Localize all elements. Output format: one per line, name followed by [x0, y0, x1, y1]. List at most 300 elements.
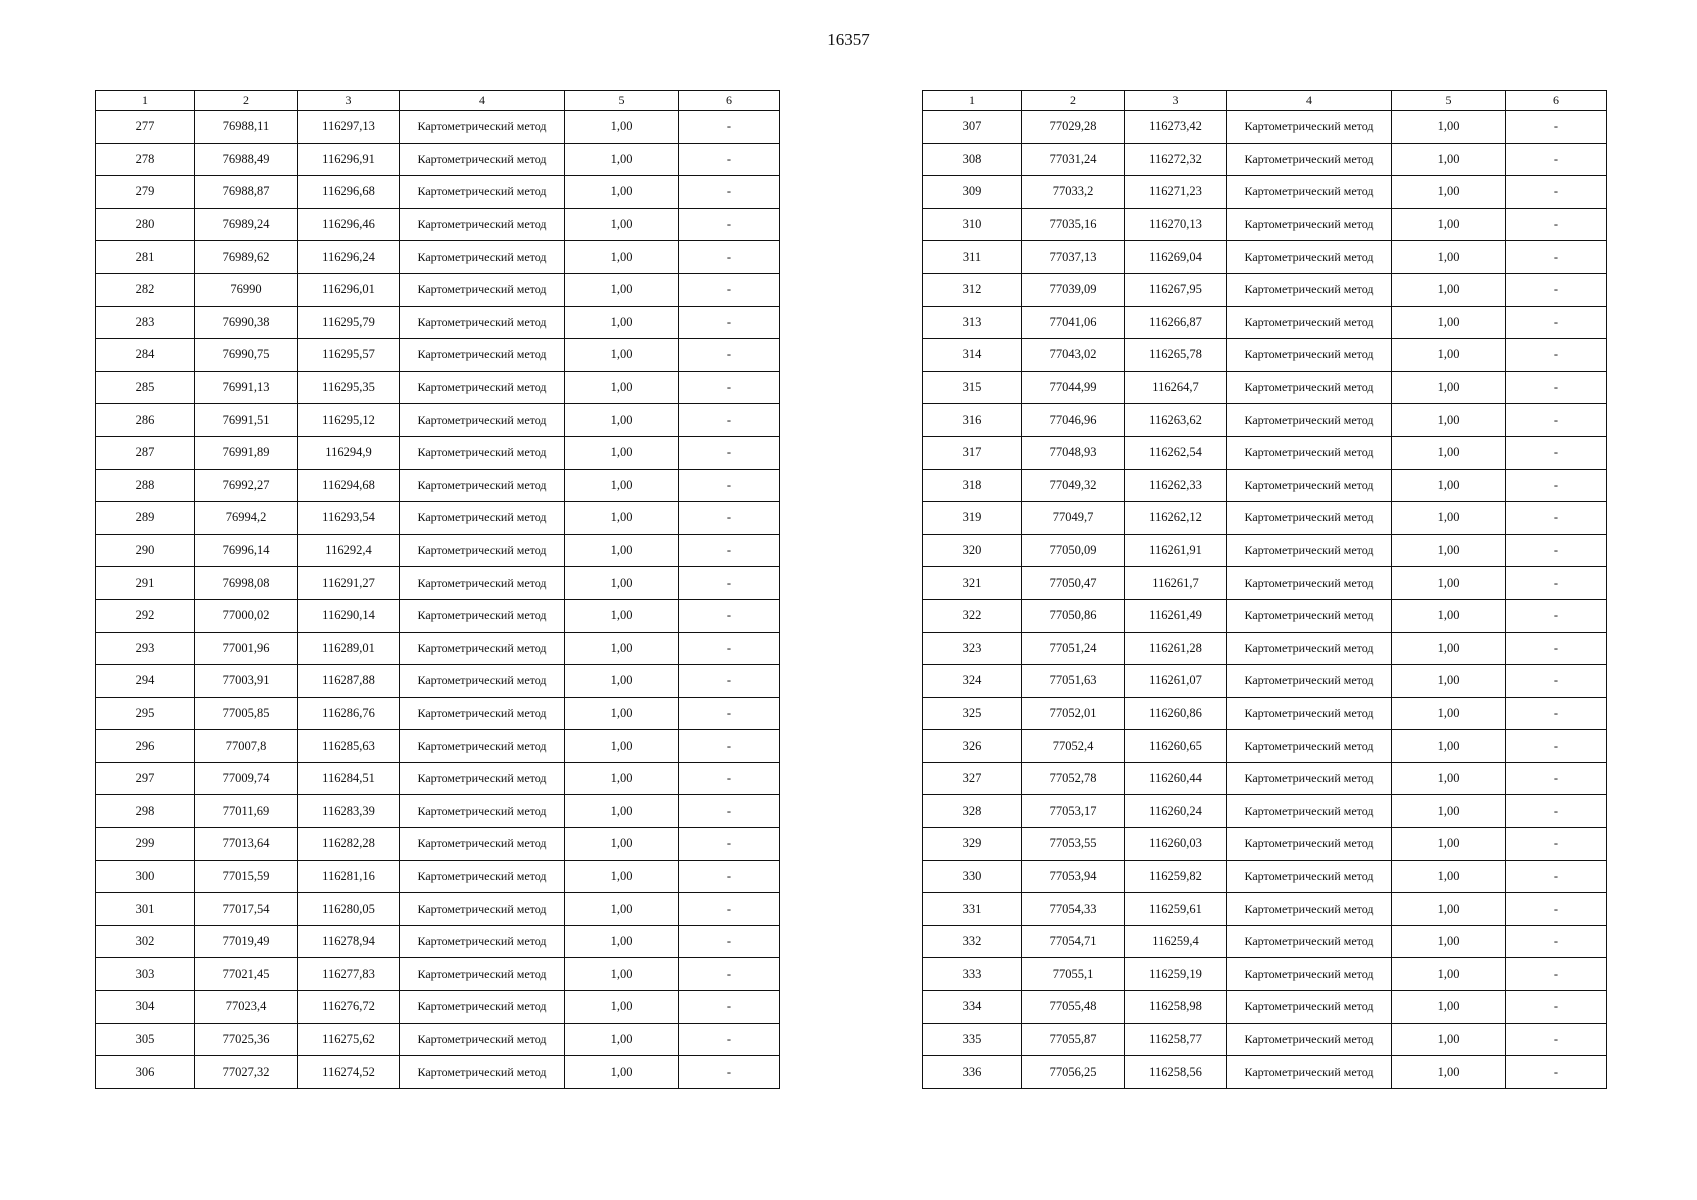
method-cell: Картометрический метод	[400, 534, 565, 567]
y-coordinate-cell: 116273,42	[1125, 111, 1227, 144]
table-row	[923, 762, 1607, 795]
note-cell: -	[1506, 795, 1607, 828]
method-cell: Картометрический метод	[1227, 208, 1392, 241]
x-coordinate-cell: 77054,71	[1022, 925, 1125, 958]
y-coordinate-cell: 116290,14	[298, 599, 400, 632]
x-coordinate-cell: 77005,85	[195, 697, 298, 730]
note-cell: -	[679, 208, 780, 241]
column-header: 6	[1506, 91, 1607, 111]
y-coordinate-cell: 116294,68	[298, 469, 400, 502]
point-number-cell: 308	[923, 143, 1022, 176]
x-coordinate-cell: 77041,06	[1022, 306, 1125, 339]
x-coordinate-cell: 77001,96	[195, 632, 298, 665]
x-coordinate-cell: 77052,78	[1022, 762, 1125, 795]
x-coordinate-cell: 77035,16	[1022, 208, 1125, 241]
column-header: 2	[1022, 91, 1125, 111]
table-row	[96, 730, 780, 763]
accuracy-cell: 1,00	[1392, 502, 1506, 535]
y-coordinate-cell: 116295,57	[298, 339, 400, 372]
x-coordinate-cell: 77039,09	[1022, 273, 1125, 306]
table-row	[923, 241, 1607, 274]
method-cell: Картометрический метод	[400, 795, 565, 828]
x-coordinate-cell: 77043,02	[1022, 339, 1125, 372]
y-coordinate-cell: 116261,07	[1125, 665, 1227, 698]
x-coordinate-cell: 77017,54	[195, 893, 298, 926]
x-coordinate-cell: 77044,99	[1022, 371, 1125, 404]
note-cell: -	[679, 306, 780, 339]
x-coordinate-cell: 76988,87	[195, 176, 298, 209]
x-coordinate-cell: 77052,01	[1022, 697, 1125, 730]
point-number-cell: 312	[923, 273, 1022, 306]
point-number-cell: 281	[96, 241, 195, 274]
point-number-cell: 309	[923, 176, 1022, 209]
accuracy-cell: 1,00	[1392, 208, 1506, 241]
point-number-cell: 289	[96, 502, 195, 535]
method-cell: Картометрический метод	[1227, 371, 1392, 404]
method-cell: Картометрический метод	[1227, 469, 1392, 502]
table-row	[923, 339, 1607, 372]
x-coordinate-cell: 76988,49	[195, 143, 298, 176]
note-cell: -	[679, 762, 780, 795]
column-header: 3	[298, 91, 400, 111]
accuracy-cell: 1,00	[565, 925, 679, 958]
x-coordinate-cell: 77049,32	[1022, 469, 1125, 502]
x-coordinate-cell: 77033,2	[1022, 176, 1125, 209]
table-body	[923, 111, 1607, 1089]
point-number-cell: 325	[923, 697, 1022, 730]
note-cell: -	[1506, 371, 1607, 404]
accuracy-cell: 1,00	[1392, 111, 1506, 144]
table-row	[96, 860, 780, 893]
table-header-row	[923, 91, 1607, 111]
table-row	[923, 860, 1607, 893]
point-number-cell: 332	[923, 925, 1022, 958]
method-cell: Картометрический метод	[400, 697, 565, 730]
table-row	[96, 1023, 780, 1056]
y-coordinate-cell: 116286,76	[298, 697, 400, 730]
table-row	[96, 111, 780, 144]
y-coordinate-cell: 116261,7	[1125, 567, 1227, 600]
x-coordinate-cell: 77029,28	[1022, 111, 1125, 144]
x-coordinate-cell: 77053,17	[1022, 795, 1125, 828]
method-cell: Картометрический метод	[400, 1023, 565, 1056]
note-cell: -	[679, 534, 780, 567]
method-cell: Картометрический метод	[1227, 1023, 1392, 1056]
accuracy-cell: 1,00	[565, 436, 679, 469]
column-header: 4	[1227, 91, 1392, 111]
method-cell: Картометрический метод	[400, 991, 565, 1024]
method-cell: Картометрический метод	[400, 958, 565, 991]
x-coordinate-cell: 76988,11	[195, 111, 298, 144]
y-coordinate-cell: 116266,87	[1125, 306, 1227, 339]
accuracy-cell: 1,00	[565, 599, 679, 632]
x-coordinate-cell: 77021,45	[195, 958, 298, 991]
note-cell: -	[679, 502, 780, 535]
y-coordinate-cell: 116284,51	[298, 762, 400, 795]
note-cell: -	[1506, 143, 1607, 176]
table-row	[923, 436, 1607, 469]
x-coordinate-cell: 76989,62	[195, 241, 298, 274]
note-cell: -	[679, 371, 780, 404]
x-coordinate-cell: 77048,93	[1022, 436, 1125, 469]
point-number-cell: 294	[96, 665, 195, 698]
method-cell: Картометрический метод	[400, 436, 565, 469]
accuracy-cell: 1,00	[1392, 795, 1506, 828]
table-row	[923, 306, 1607, 339]
table-row	[96, 469, 780, 502]
note-cell: -	[679, 241, 780, 274]
point-number-cell: 301	[96, 893, 195, 926]
table-row	[923, 469, 1607, 502]
method-cell: Картометрический метод	[1227, 958, 1392, 991]
table-row	[96, 925, 780, 958]
method-cell: Картометрический метод	[1227, 436, 1392, 469]
point-number-cell: 334	[923, 991, 1022, 1024]
x-coordinate-cell: 77055,87	[1022, 1023, 1125, 1056]
point-number-cell: 304	[96, 991, 195, 1024]
method-cell: Картометрический метод	[400, 306, 565, 339]
y-coordinate-cell: 116260,44	[1125, 762, 1227, 795]
x-coordinate-cell: 76991,89	[195, 436, 298, 469]
column-header: 6	[679, 91, 780, 111]
y-coordinate-cell: 116275,62	[298, 1023, 400, 1056]
y-coordinate-cell: 116262,12	[1125, 502, 1227, 535]
note-cell: -	[1506, 404, 1607, 437]
point-number-cell: 327	[923, 762, 1022, 795]
point-number-cell: 323	[923, 632, 1022, 665]
table-row	[923, 697, 1607, 730]
accuracy-cell: 1,00	[565, 143, 679, 176]
note-cell: -	[679, 632, 780, 665]
accuracy-cell: 1,00	[565, 991, 679, 1024]
table-row	[923, 176, 1607, 209]
method-cell: Картометрический метод	[400, 828, 565, 861]
x-coordinate-cell: 77007,8	[195, 730, 298, 763]
y-coordinate-cell: 116260,65	[1125, 730, 1227, 763]
accuracy-cell: 1,00	[565, 697, 679, 730]
note-cell: -	[679, 991, 780, 1024]
y-coordinate-cell: 116267,95	[1125, 273, 1227, 306]
method-cell: Картометрический метод	[400, 143, 565, 176]
point-number-cell: 316	[923, 404, 1022, 437]
accuracy-cell: 1,00	[565, 502, 679, 535]
note-cell: -	[1506, 925, 1607, 958]
y-coordinate-cell: 116259,4	[1125, 925, 1227, 958]
x-coordinate-cell: 77046,96	[1022, 404, 1125, 437]
point-number-cell: 299	[96, 828, 195, 861]
table-row	[96, 665, 780, 698]
x-coordinate-cell: 77051,63	[1022, 665, 1125, 698]
column-header: 5	[1392, 91, 1506, 111]
method-cell: Картометрический метод	[1227, 860, 1392, 893]
note-cell: -	[679, 143, 780, 176]
x-coordinate-cell: 76991,51	[195, 404, 298, 437]
table-row	[923, 1056, 1607, 1089]
y-coordinate-cell: 116260,86	[1125, 697, 1227, 730]
y-coordinate-cell: 116260,03	[1125, 828, 1227, 861]
x-coordinate-cell: 77054,33	[1022, 893, 1125, 926]
table-row	[96, 534, 780, 567]
accuracy-cell: 1,00	[565, 111, 679, 144]
y-coordinate-cell: 116258,77	[1125, 1023, 1227, 1056]
note-cell: -	[679, 893, 780, 926]
accuracy-cell: 1,00	[1392, 828, 1506, 861]
method-cell: Картометрический метод	[1227, 697, 1392, 730]
y-coordinate-cell: 116270,13	[1125, 208, 1227, 241]
note-cell: -	[1506, 860, 1607, 893]
point-number-cell: 320	[923, 534, 1022, 567]
accuracy-cell: 1,00	[565, 828, 679, 861]
x-coordinate-cell: 77056,25	[1022, 1056, 1125, 1089]
table-row	[96, 371, 780, 404]
x-coordinate-cell: 77023,4	[195, 991, 298, 1024]
note-cell: -	[679, 469, 780, 502]
accuracy-cell: 1,00	[1392, 730, 1506, 763]
page-number: 16357	[827, 30, 870, 49]
point-number-cell: 306	[96, 1056, 195, 1089]
table-row	[96, 991, 780, 1024]
method-cell: Картометрический метод	[400, 111, 565, 144]
method-cell: Картометрический метод	[400, 893, 565, 926]
accuracy-cell: 1,00	[565, 273, 679, 306]
table-row	[923, 502, 1607, 535]
x-coordinate-cell: 77053,94	[1022, 860, 1125, 893]
y-coordinate-cell: 116274,52	[298, 1056, 400, 1089]
y-coordinate-cell: 116276,72	[298, 991, 400, 1024]
x-coordinate-cell: 77027,32	[195, 1056, 298, 1089]
method-cell: Картометрический метод	[400, 567, 565, 600]
note-cell: -	[1506, 208, 1607, 241]
x-coordinate-cell: 77013,64	[195, 828, 298, 861]
point-number-cell: 298	[96, 795, 195, 828]
point-number-cell: 290	[96, 534, 195, 567]
point-number-cell: 300	[96, 860, 195, 893]
y-coordinate-cell: 116263,62	[1125, 404, 1227, 437]
y-coordinate-cell: 116296,24	[298, 241, 400, 274]
note-cell: -	[1506, 273, 1607, 306]
accuracy-cell: 1,00	[565, 1056, 679, 1089]
table-row	[96, 1056, 780, 1089]
y-coordinate-cell: 116269,04	[1125, 241, 1227, 274]
table-row	[923, 795, 1607, 828]
table-row	[96, 828, 780, 861]
point-number-cell: 319	[923, 502, 1022, 535]
x-coordinate-cell: 77025,36	[195, 1023, 298, 1056]
x-coordinate-cell: 77055,1	[1022, 958, 1125, 991]
method-cell: Картометрический метод	[400, 176, 565, 209]
point-number-cell: 287	[96, 436, 195, 469]
accuracy-cell: 1,00	[1392, 860, 1506, 893]
point-number-cell: 310	[923, 208, 1022, 241]
accuracy-cell: 1,00	[1392, 404, 1506, 437]
table-row	[923, 371, 1607, 404]
accuracy-cell: 1,00	[1392, 1056, 1506, 1089]
method-cell: Картометрический метод	[1227, 273, 1392, 306]
accuracy-cell: 1,00	[1392, 143, 1506, 176]
table-row	[96, 958, 780, 991]
table-row	[96, 306, 780, 339]
note-cell: -	[679, 665, 780, 698]
note-cell: -	[679, 1023, 780, 1056]
column-header: 5	[565, 91, 679, 111]
method-cell: Картометрический метод	[400, 762, 565, 795]
point-number-cell: 328	[923, 795, 1022, 828]
note-cell: -	[679, 958, 780, 991]
point-number-cell: 278	[96, 143, 195, 176]
note-cell: -	[679, 436, 780, 469]
x-coordinate-cell: 77003,91	[195, 665, 298, 698]
note-cell: -	[679, 828, 780, 861]
method-cell: Картометрический метод	[1227, 567, 1392, 600]
table-row	[923, 925, 1607, 958]
accuracy-cell: 1,00	[565, 306, 679, 339]
table-row	[923, 143, 1607, 176]
point-number-cell: 335	[923, 1023, 1022, 1056]
y-coordinate-cell: 116292,4	[298, 534, 400, 567]
column-header: 2	[195, 91, 298, 111]
accuracy-cell: 1,00	[565, 632, 679, 665]
table-row	[96, 762, 780, 795]
note-cell: -	[1506, 176, 1607, 209]
table-row	[96, 241, 780, 274]
note-cell: -	[1506, 306, 1607, 339]
method-cell: Картометрический метод	[400, 208, 565, 241]
x-coordinate-cell: 77055,48	[1022, 991, 1125, 1024]
y-coordinate-cell: 116261,49	[1125, 599, 1227, 632]
point-number-cell: 284	[96, 339, 195, 372]
y-coordinate-cell: 116265,78	[1125, 339, 1227, 372]
x-coordinate-cell: 77052,4	[1022, 730, 1125, 763]
table-row	[96, 599, 780, 632]
point-number-cell: 326	[923, 730, 1022, 763]
note-cell: -	[679, 1056, 780, 1089]
note-cell: -	[1506, 1023, 1607, 1056]
accuracy-cell: 1,00	[1392, 241, 1506, 274]
point-number-cell: 314	[923, 339, 1022, 372]
table-row	[96, 273, 780, 306]
method-cell: Картометрический метод	[1227, 176, 1392, 209]
note-cell: -	[679, 339, 780, 372]
point-number-cell: 305	[96, 1023, 195, 1056]
y-coordinate-cell: 116258,98	[1125, 991, 1227, 1024]
point-number-cell: 295	[96, 697, 195, 730]
note-cell: -	[679, 273, 780, 306]
y-coordinate-cell: 116259,19	[1125, 958, 1227, 991]
point-number-cell: 291	[96, 567, 195, 600]
x-coordinate-cell: 76991,13	[195, 371, 298, 404]
method-cell: Картометрический метод	[1227, 306, 1392, 339]
accuracy-cell: 1,00	[1392, 1023, 1506, 1056]
table-row	[923, 1023, 1607, 1056]
table-row	[96, 143, 780, 176]
accuracy-cell: 1,00	[1392, 599, 1506, 632]
x-coordinate-cell: 76992,27	[195, 469, 298, 502]
method-cell: Картометрический метод	[400, 339, 565, 372]
y-coordinate-cell: 116278,94	[298, 925, 400, 958]
table-row	[96, 567, 780, 600]
point-number-cell: 296	[96, 730, 195, 763]
note-cell: -	[1506, 632, 1607, 665]
accuracy-cell: 1,00	[565, 371, 679, 404]
accuracy-cell: 1,00	[565, 665, 679, 698]
table-row	[96, 632, 780, 665]
method-cell: Картометрический метод	[400, 502, 565, 535]
method-cell: Картометрический метод	[1227, 665, 1392, 698]
x-coordinate-cell: 77015,59	[195, 860, 298, 893]
accuracy-cell: 1,00	[1392, 469, 1506, 502]
table-row	[923, 404, 1607, 437]
table-row	[923, 991, 1607, 1024]
note-cell: -	[1506, 893, 1607, 926]
point-number-cell: 277	[96, 111, 195, 144]
point-number-cell: 307	[923, 111, 1022, 144]
method-cell: Картометрический метод	[1227, 111, 1392, 144]
accuracy-cell: 1,00	[565, 730, 679, 763]
point-number-cell: 318	[923, 469, 1022, 502]
note-cell: -	[679, 925, 780, 958]
accuracy-cell: 1,00	[1392, 436, 1506, 469]
y-coordinate-cell: 116261,91	[1125, 534, 1227, 567]
accuracy-cell: 1,00	[1392, 273, 1506, 306]
accuracy-cell: 1,00	[565, 762, 679, 795]
coordinates-table-left	[95, 90, 780, 1089]
x-coordinate-cell: 77037,13	[1022, 241, 1125, 274]
method-cell: Картометрический метод	[1227, 828, 1392, 861]
point-number-cell: 279	[96, 176, 195, 209]
table-row	[923, 534, 1607, 567]
point-number-cell: 331	[923, 893, 1022, 926]
accuracy-cell: 1,00	[565, 534, 679, 567]
table-row	[923, 730, 1607, 763]
point-number-cell: 315	[923, 371, 1022, 404]
point-number-cell: 322	[923, 599, 1022, 632]
column-header: 1	[96, 91, 195, 111]
point-number-cell: 313	[923, 306, 1022, 339]
accuracy-cell: 1,00	[1392, 339, 1506, 372]
note-cell: -	[679, 567, 780, 600]
x-coordinate-cell: 77049,7	[1022, 502, 1125, 535]
point-number-cell: 330	[923, 860, 1022, 893]
x-coordinate-cell: 76990,38	[195, 306, 298, 339]
point-number-cell: 336	[923, 1056, 1022, 1089]
x-coordinate-cell: 76990,75	[195, 339, 298, 372]
x-coordinate-cell: 76998,08	[195, 567, 298, 600]
x-coordinate-cell: 76989,24	[195, 208, 298, 241]
y-coordinate-cell: 116258,56	[1125, 1056, 1227, 1089]
method-cell: Картометрический метод	[1227, 502, 1392, 535]
note-cell: -	[1506, 534, 1607, 567]
accuracy-cell: 1,00	[1392, 632, 1506, 665]
method-cell: Картометрический метод	[400, 925, 565, 958]
method-cell: Картометрический метод	[1227, 991, 1392, 1024]
point-number-cell: 288	[96, 469, 195, 502]
table-row	[96, 436, 780, 469]
method-cell: Картометрический метод	[400, 632, 565, 665]
method-cell: Картометрический метод	[400, 371, 565, 404]
method-cell: Картометрический метод	[1227, 143, 1392, 176]
y-coordinate-cell: 116280,05	[298, 893, 400, 926]
method-cell: Картометрический метод	[1227, 534, 1392, 567]
method-cell: Картометрический метод	[400, 860, 565, 893]
y-coordinate-cell: 116287,88	[298, 665, 400, 698]
note-cell: -	[679, 795, 780, 828]
table-row	[923, 208, 1607, 241]
accuracy-cell: 1,00	[1392, 665, 1506, 698]
note-cell: -	[679, 599, 780, 632]
table-row	[923, 828, 1607, 861]
table-row	[96, 208, 780, 241]
x-coordinate-cell: 77000,02	[195, 599, 298, 632]
